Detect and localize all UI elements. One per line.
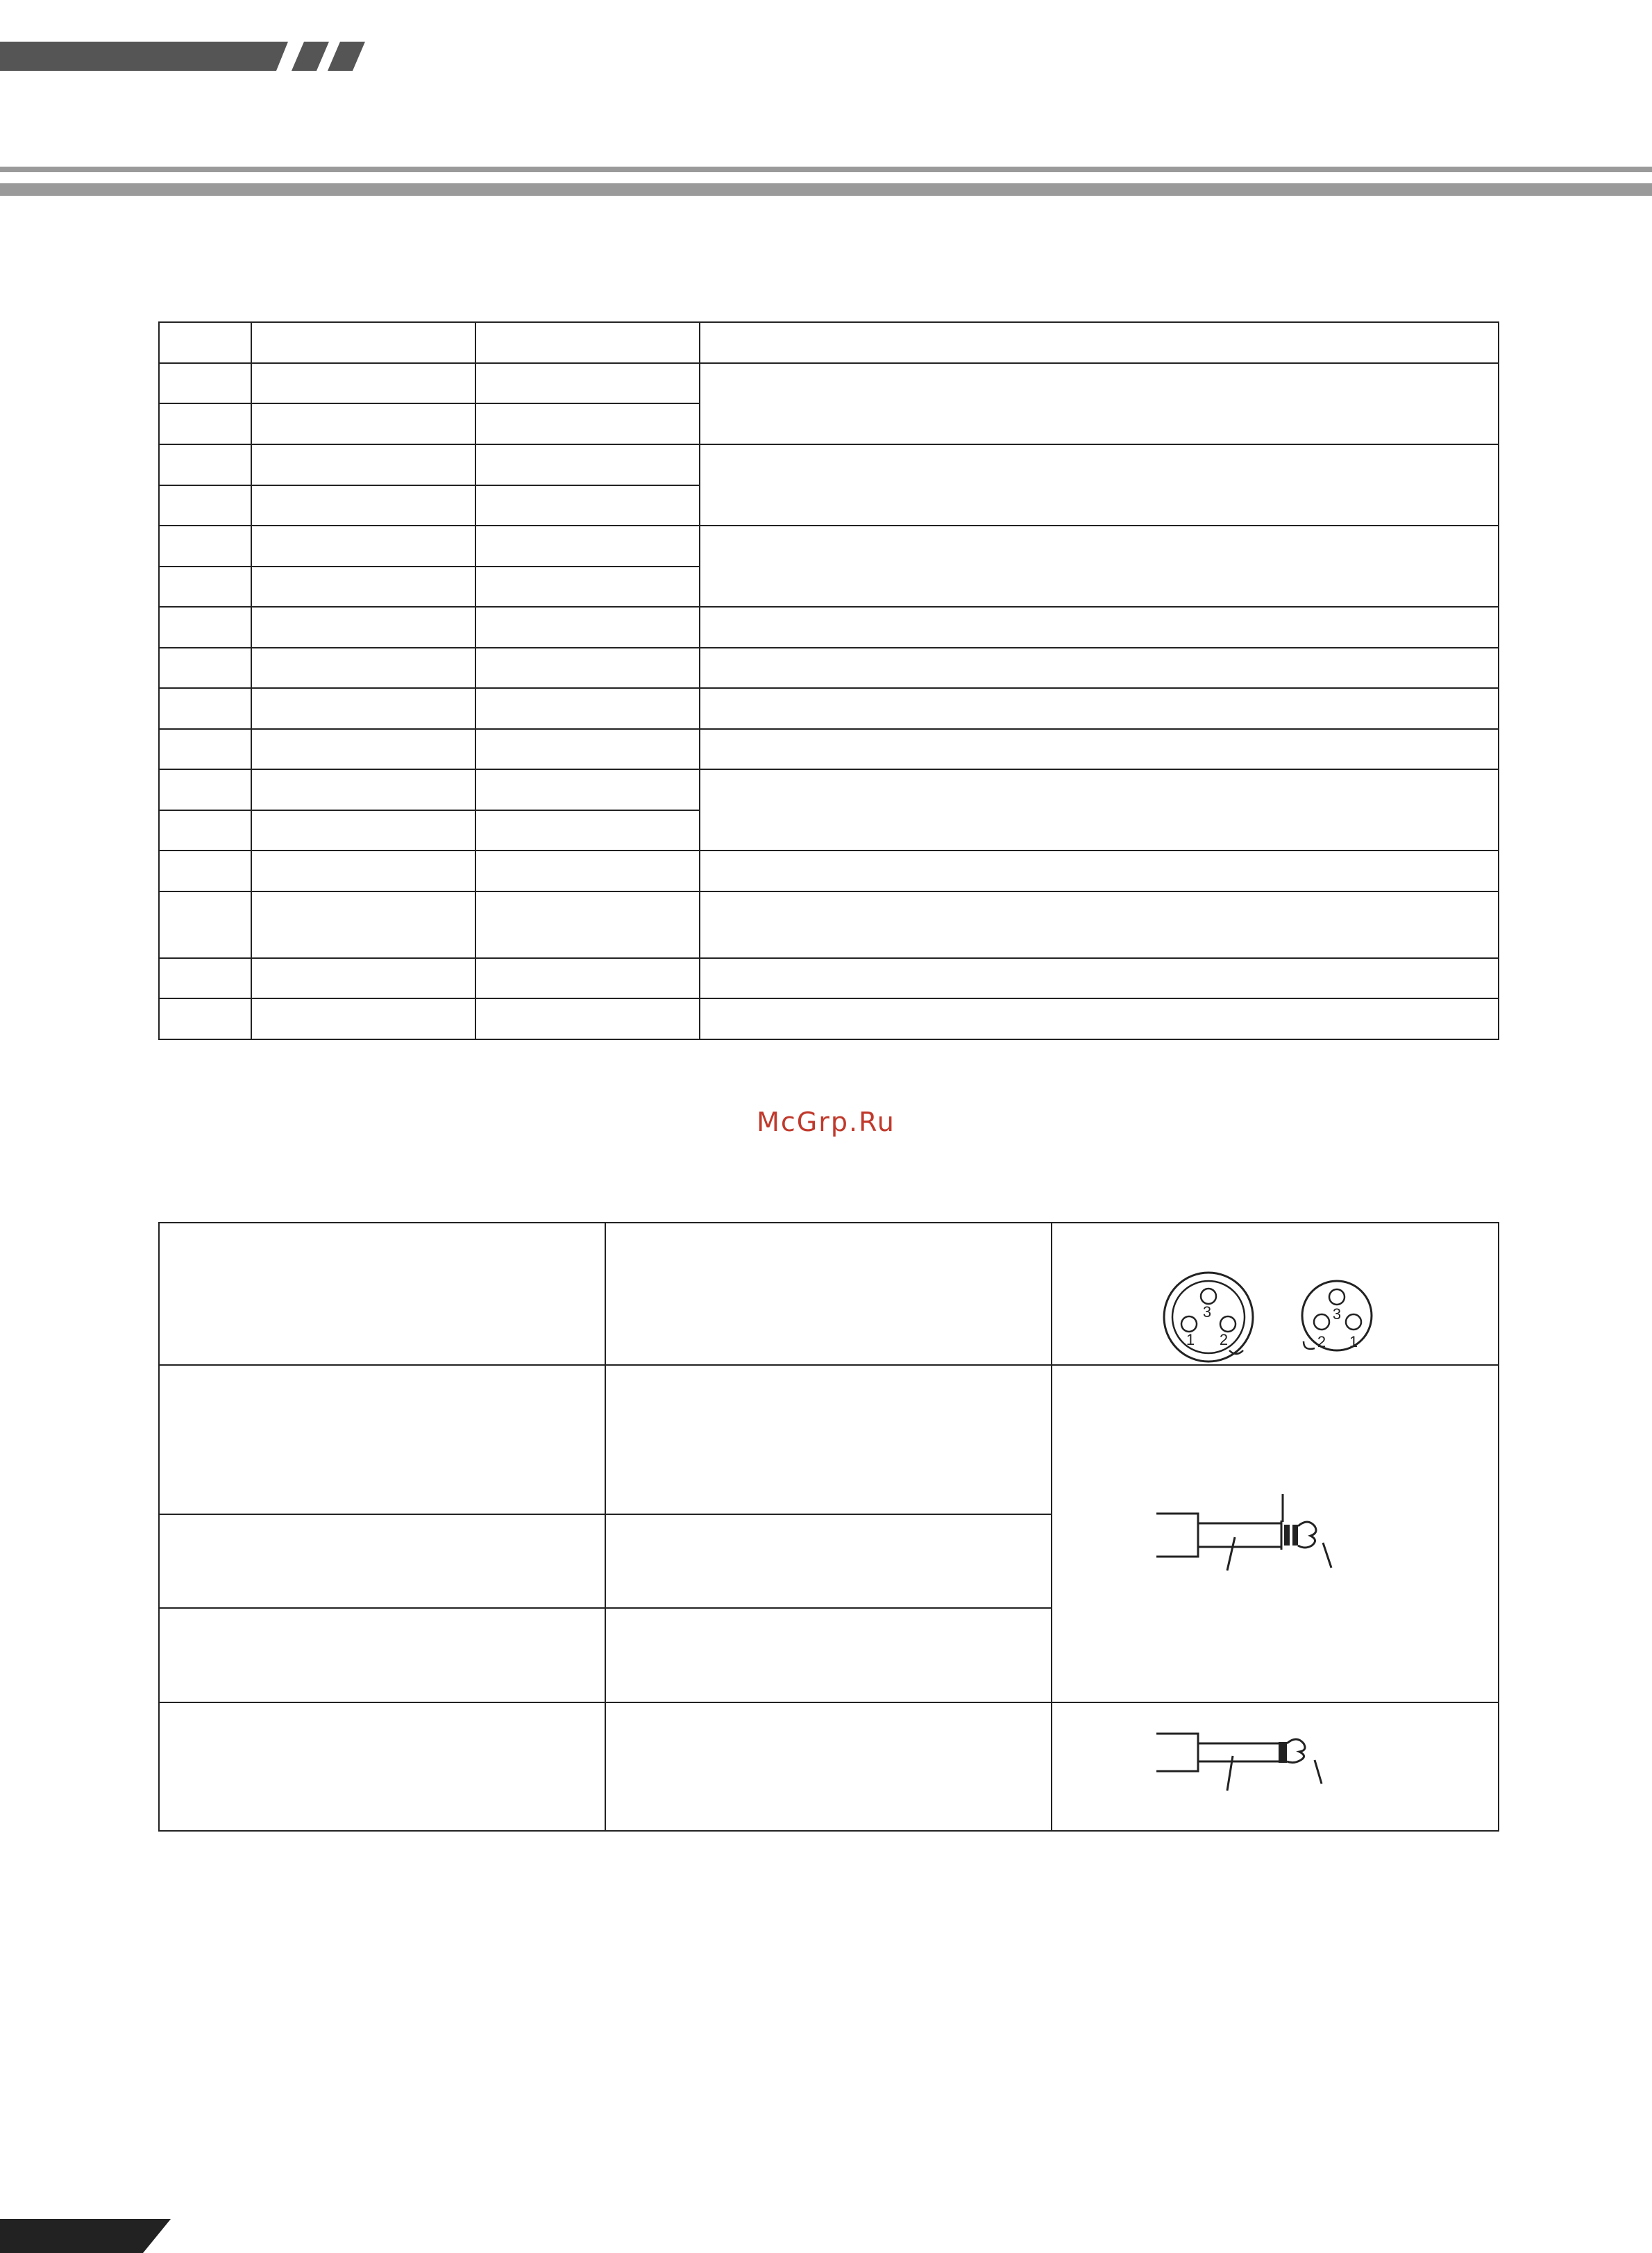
table-cell: [251, 958, 475, 998]
table-row: [159, 891, 1499, 958]
table-cell: [159, 444, 251, 485]
footer-accent-bar: [0, 2219, 180, 2253]
table-row: [159, 322, 1499, 363]
table-row: [159, 688, 1499, 729]
table-cell: [159, 810, 251, 851]
table-cell: [159, 526, 251, 567]
table-cell: [159, 769, 251, 810]
table-cell: [159, 607, 251, 648]
table-cell: [251, 444, 475, 485]
table-cell: [251, 322, 475, 363]
table-cell: [251, 729, 475, 769]
table-cell: [700, 998, 1499, 1039]
table-row: [159, 998, 1499, 1039]
table-cell: [475, 998, 700, 1039]
connector-table: [158, 1222, 1499, 1832]
table-cell: [475, 485, 700, 526]
table-cell: [159, 648, 251, 688]
table-cell: [700, 322, 1499, 363]
table-cell: [475, 567, 700, 607]
pin-label: 1: [1349, 1333, 1358, 1350]
table-cell: [700, 729, 1499, 769]
table-row: [159, 1223, 1499, 1365]
table-cell: [159, 729, 251, 769]
table-cell: [700, 688, 1499, 729]
table-cell: [251, 998, 475, 1039]
table-cell: [251, 567, 475, 607]
table-cell: [159, 1608, 605, 1702]
table-cell: [605, 1608, 1052, 1702]
header-rule-thin: [0, 167, 1652, 172]
table-row: [159, 607, 1499, 648]
table-cell: [251, 485, 475, 526]
table-cell: [475, 729, 700, 769]
table-row: [159, 444, 1499, 485]
table-cell: [700, 891, 1499, 958]
table-cell: [251, 891, 475, 958]
table-cell: [475, 403, 700, 444]
table-cell: [159, 688, 251, 729]
header-accent-bar: [0, 39, 375, 74]
table-cell: [475, 322, 700, 363]
pin-label: 2: [1317, 1333, 1326, 1350]
table-cell: [475, 958, 700, 998]
table-cell: [251, 526, 475, 567]
table-cell: [251, 769, 475, 810]
xlr-female-icon: [1160, 1268, 1257, 1366]
table-cell: [475, 363, 700, 403]
table-cell: [159, 851, 251, 891]
table-row: [159, 1365, 1499, 1514]
table-cell: [1052, 1223, 1499, 1365]
table-cell: [700, 444, 1499, 526]
table-cell: [475, 851, 700, 891]
table-cell: [475, 607, 700, 648]
table-cell: [475, 810, 700, 851]
table-cell: [700, 648, 1499, 688]
table-row: [159, 526, 1499, 567]
table-cell: [700, 363, 1499, 444]
table-cell: [251, 648, 475, 688]
pin-label: 3: [1332, 1305, 1342, 1323]
table-cell: [700, 526, 1499, 607]
watermark: McGrp.Ru: [757, 1107, 895, 1137]
table-cell: [159, 322, 251, 363]
spec-table: [158, 321, 1499, 1040]
pin-label: 1: [1186, 1331, 1195, 1348]
table-row: [159, 769, 1499, 810]
table-row: [159, 851, 1499, 891]
table-cell: [159, 1223, 605, 1365]
ts-plug-icon: [1156, 1724, 1365, 1807]
table-cell: [251, 810, 475, 851]
table-cell: [159, 567, 251, 607]
table-cell: [251, 403, 475, 444]
table-cell: [1052, 1365, 1499, 1702]
table-cell: [159, 998, 251, 1039]
table-cell: [159, 1365, 605, 1514]
table-cell: [605, 1702, 1052, 1831]
table-cell: [159, 485, 251, 526]
table-cell: [159, 1514, 605, 1608]
table-cell: [475, 648, 700, 688]
table-cell: [700, 851, 1499, 891]
table-cell: [251, 851, 475, 891]
table-cell: [251, 688, 475, 729]
table-cell: [159, 363, 251, 403]
trs-plug-icon: [1156, 1494, 1365, 1591]
table-cell: [251, 607, 475, 648]
table-cell: [700, 769, 1499, 851]
header-rule-thick: [0, 183, 1652, 196]
pin-label: 3: [1202, 1303, 1212, 1321]
table-cell: [475, 444, 700, 485]
table-cell: [159, 958, 251, 998]
table-cell: [159, 403, 251, 444]
table-cell: [159, 891, 251, 958]
table-cell: [475, 526, 700, 567]
table-cell: [605, 1223, 1052, 1365]
table-cell: [605, 1365, 1052, 1514]
table-cell: [475, 688, 700, 729]
pin-label: 2: [1219, 1331, 1229, 1348]
table-cell: [700, 958, 1499, 998]
table-cell: [251, 363, 475, 403]
table-row: [159, 1702, 1499, 1831]
table-cell: [159, 1702, 605, 1831]
table-cell: [475, 769, 700, 810]
table-cell: [700, 607, 1499, 648]
table-cell: [1052, 1702, 1499, 1831]
table-row: [159, 363, 1499, 403]
table-row: [159, 648, 1499, 688]
table-cell: [475, 891, 700, 958]
table-cell: [605, 1514, 1052, 1608]
table-row: [159, 958, 1499, 998]
table-row: [159, 729, 1499, 769]
xlr-male-icon: [1295, 1278, 1379, 1361]
